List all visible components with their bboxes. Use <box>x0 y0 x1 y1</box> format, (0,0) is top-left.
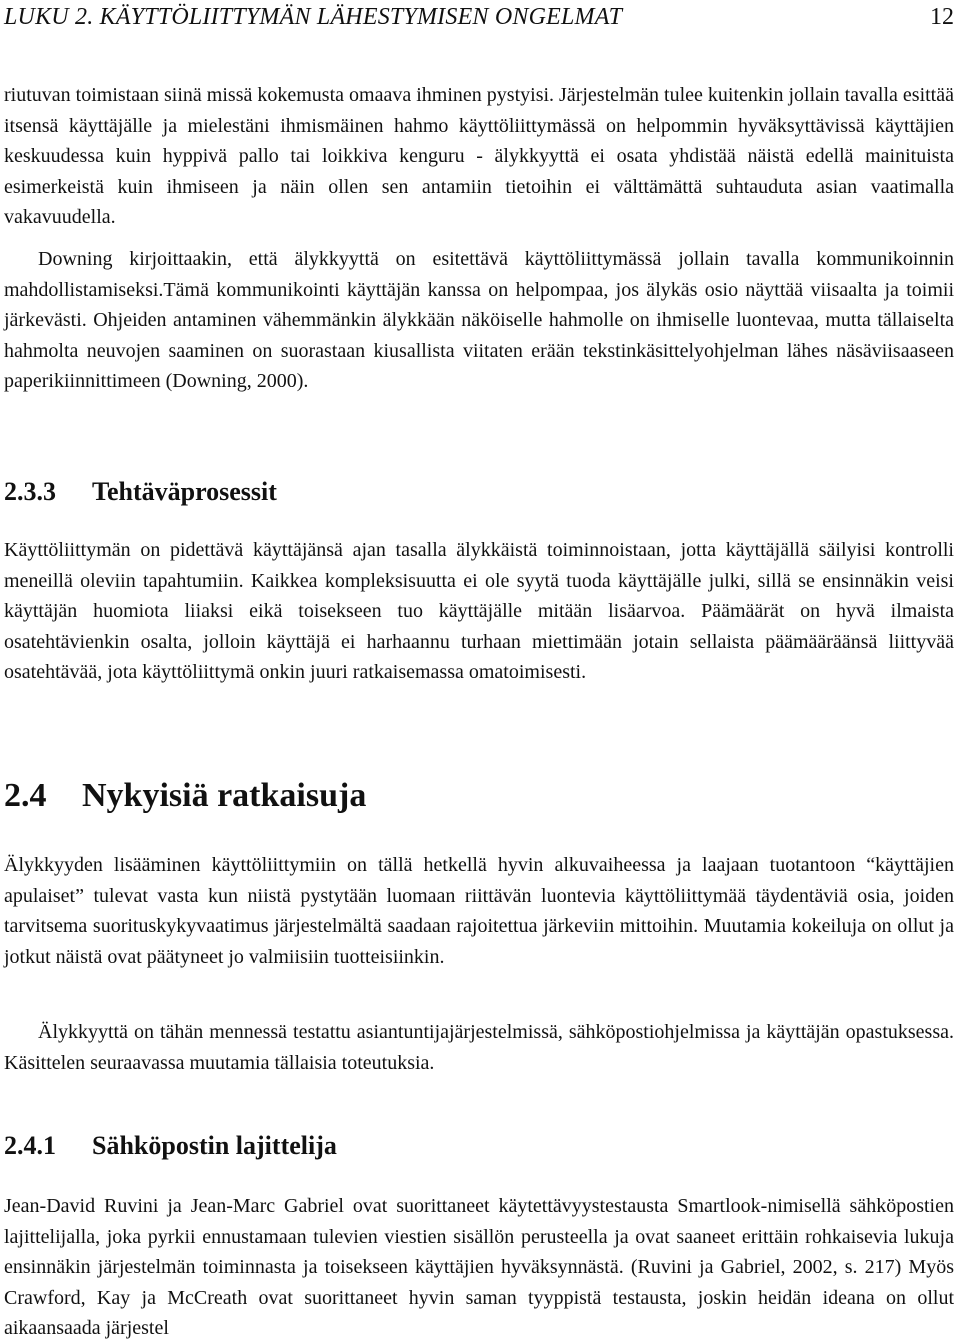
section-number: 2.3.3 <box>4 477 56 506</box>
section-title: Sähköpostin lajittelija <box>92 1131 337 1160</box>
running-header <box>4 2 954 32</box>
paragraph-sahkoposti: Jean-David Ruvini ja Jean-Marc Gabriel ovat suorittaneet käytettävyystestausta Smartlook-nimisellä sähköpostien lajittelijalla, joka pyrkii ennustamaan tulevien viestien sisällön perusteella ja ovat saaneet erittäin rohkaisevia lukuja ensinnäkin järjestelmän toiminnasta ja toisekseen käyttäjien hyväksynnästä. (Ruvini ja Gabriel, 2002, s. 217) Myös Crawford, Kay ja McCreath ovat suorittaneet hyvin saman tyyppistä testausta, joskin heidän ideana on ollut aikaansaada järjestel <box>4 1195 954 1339</box>
section-heading-2-4-1 <box>4 1130 337 1162</box>
section-number: 2.4.1 <box>4 1131 56 1160</box>
page-number: 12 <box>930 4 954 30</box>
section-number: 2.4 <box>4 777 47 814</box>
paragraph-nykyisia: Älykkyyden lisääminen käyttöliittymiin on tällä hetkellä hyvin alkuvaiheessa ja laajaan tuotantoon “käyttäjien apulaiset” tulevat vasta kun niistä pystytään luomaan riittävän luontevia käyttöliittymää täydentäviä osia, joiden tarvitsema suorituskykyvaatimus järjestelmältä saadaan rajoitettua järkeviin mittoihin. Muutamia kokeiluja on ollut ja jotkut näistä ovat päätyneet jo valmiisiin tuotteisiinkin. <box>4 854 954 968</box>
chapter-title: LUKU 2. KÄYTTÖLIITTYMÄN LÄHESTYMISEN ONGELMAT <box>4 4 623 30</box>
section-title: Nykyisiä ratkaisuja <box>82 777 367 814</box>
section-heading-2-3-3 <box>4 476 277 508</box>
section-title: Tehtäväprosessit <box>92 477 277 506</box>
paragraph-alykkyys: Älykkyyttä on tähän mennessä testattu asiantuntijajärjestelmissä, sähköpostiohjelmissa ja käyttäjän opastuksessa. Käsittelen seuraavassa muutamia tällaisia toteutuksia. <box>4 1021 954 1074</box>
section-heading-2-4 <box>4 776 366 816</box>
paragraph-continued: riutuvan toimistaan siinä missä kokemusta omaava ihminen pystyisi. Järjestelmän tulee kuitenkin jollain tavalla esittää itsensä käyttäjälle ja mielestäni ihmismäinen hahmo käyttöliittymässä on helpommin hyväksyttävissä käyttäjien keskuudessa kuin hyppivä pallo tai loikkiva kenguru - älykkyyttä ei osata yhdistää näistä edellä mainituista esimerkeistä kuin ihmiseen ja näin ollen sen antamiin tietoihin ei välttämättä suhtauduta asian vaatimalla vakavuudella. <box>4 84 954 228</box>
paragraph-tehtavaprosessit: Käyttöliittymän on pidettävä käyttäjänsä ajan tasalla älykkäistä toiminnoistaan, jotta käyttäjällä säilyisi kontrolli meneillä oleviin tapahtumiin. Kaikkea kompleksisuutta ei ole syytä tuoda käyttäjälle julki, sillä se ensinnäkin veisi käyttäjän huomiota liiaksi eikä toisekseen tuo käyttäjälle mitään lisäarvoa. Päämäärät on hyvä ilmaista osatehtävienkin osalta, jolloin käyttäjä ei harhaannu turhaan miettimään jotain sellaista päämääräänsä liittyvää osatehtävää, jota käyttöliittymä onkin juuri ratkaisemassa omatoimisesti. <box>4 539 954 683</box>
paragraph-downing: Downing kirjoittaakin, että älykkyyttä on esitettävä käyttöliittymässä jollain tavalla kommunikoinnin mahdollistamiseksi.Tämä kommunikointi käyttäjän kanssa on helpompaa, jos älykäs osio näyttää viisaalta ja toimii järkevästi. Ohjeiden antaminen vähemmänkin älykkään näköiselle hahmolle on ihmiselle luontevaa, mutta tällaiselta hahmolta neuvojen saaminen on suorastaan kiusallista viitaten erään tekstinkäsittelyohjelman lähes näsäviisaaseen paperikiinnittimeen (Downing, 2000). <box>4 248 954 392</box>
